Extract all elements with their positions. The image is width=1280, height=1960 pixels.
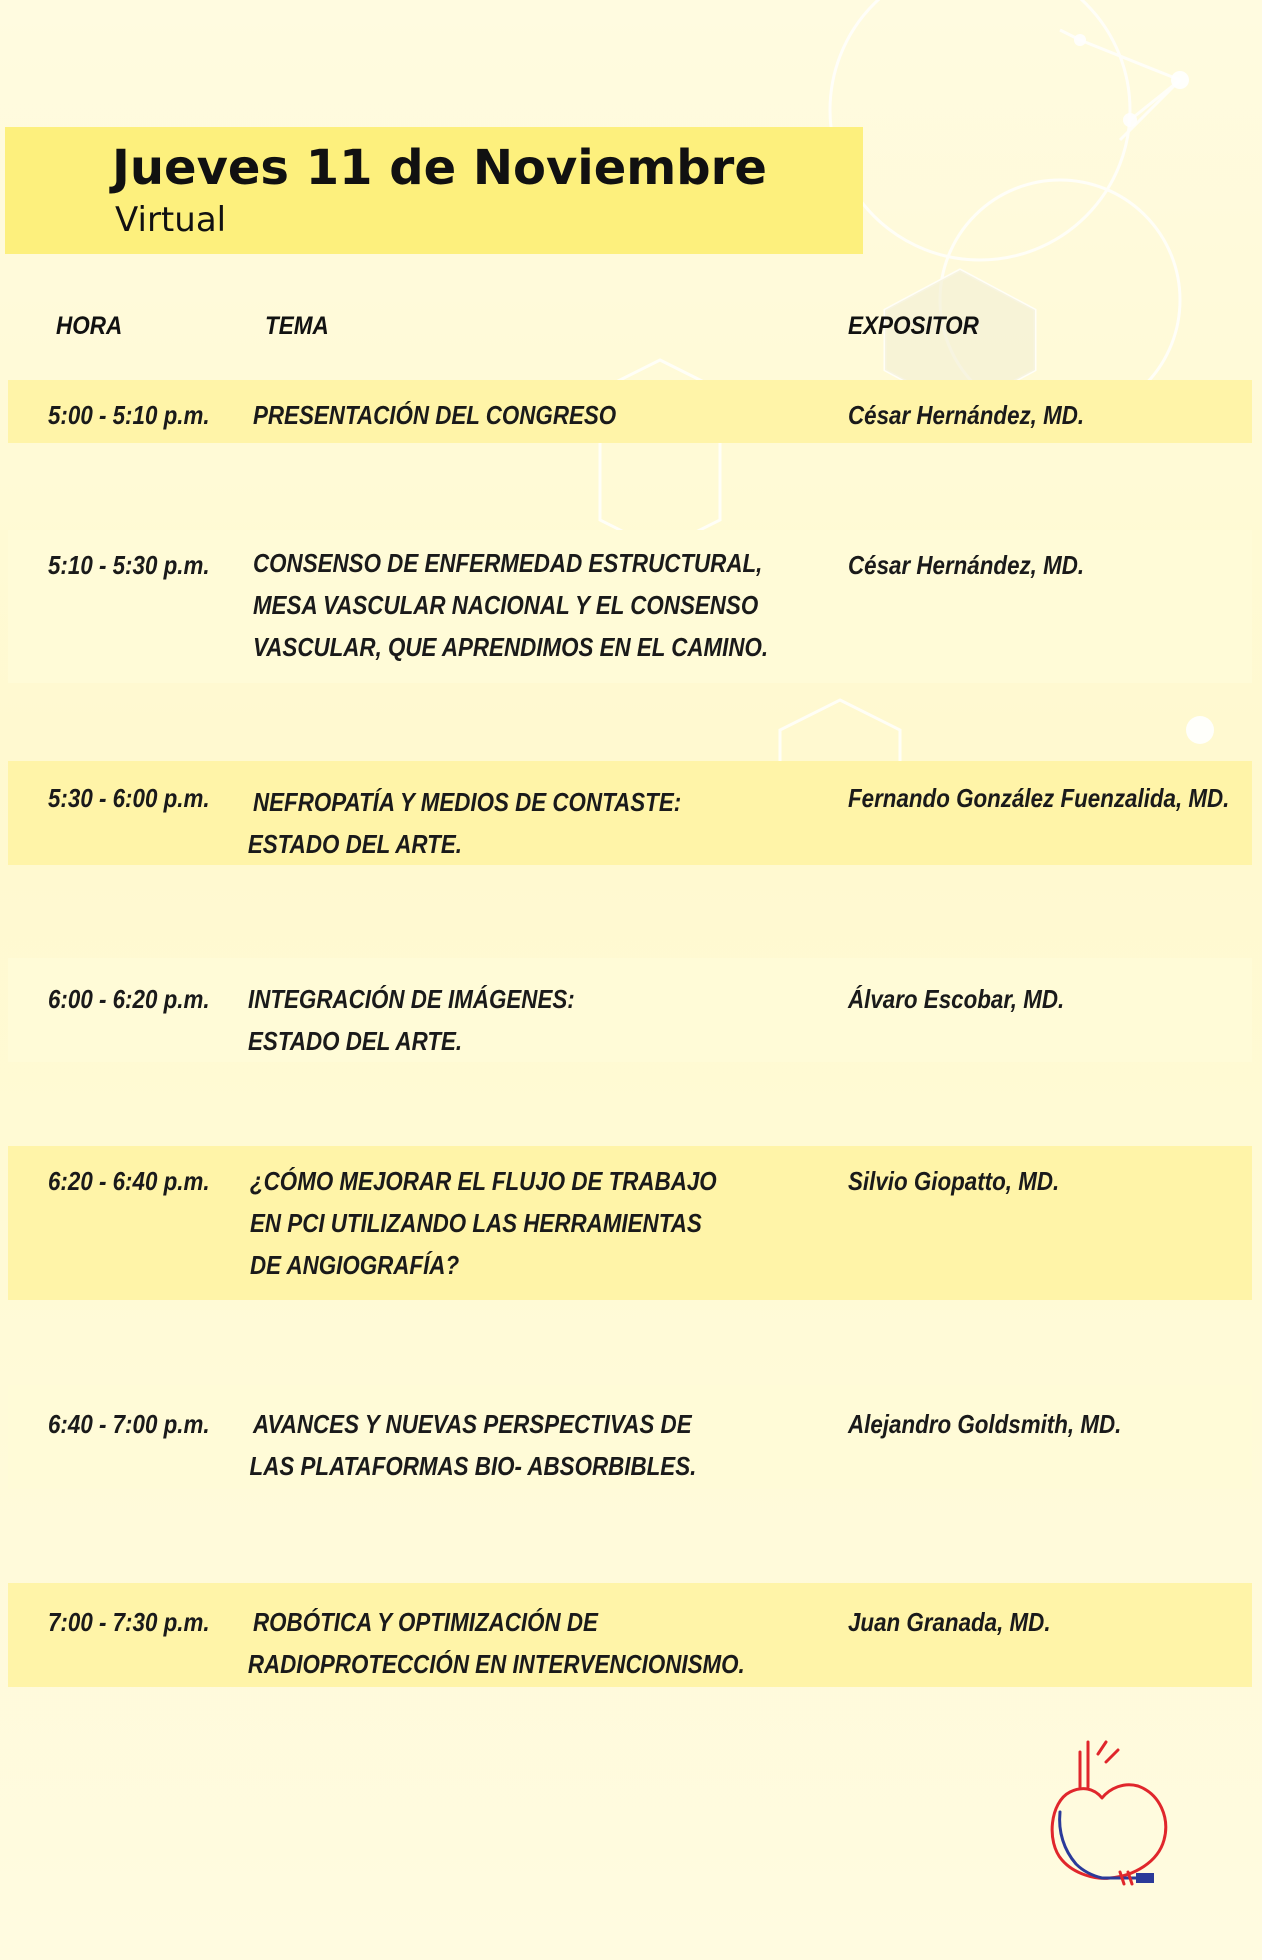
row-topic — [247, 1601, 745, 1685]
row-speaker: Álvaro Escobar, MD. — [848, 984, 1065, 1014]
schedule-row — [8, 761, 1252, 865]
row-topic-line: LAS PLATAFORMAS BIO- ABSORBIBLES. — [249, 1451, 697, 1481]
row-topic — [249, 1403, 697, 1487]
schedule-row — [8, 958, 1252, 1062]
row-topic-line: VASCULAR, QUE APRENDIMOS EN EL CAMINO. — [253, 632, 769, 662]
row-topic — [248, 978, 575, 1062]
heart-anatomy-logo-icon — [1040, 1732, 1180, 1892]
row-topic-line: DE ANGIOGRAFÍA? — [250, 1250, 460, 1280]
schedule-row — [8, 1385, 1252, 1489]
row-time: 5:30 - 6:00 p.m. — [48, 783, 210, 813]
row-topic — [247, 781, 682, 865]
column-header-topic: TEMA — [265, 312, 329, 340]
row-speaker: César Hernández, MD. — [848, 400, 1085, 430]
row-topic-line: EN PCI UTILIZANDO LAS HERRAMIENTAS — [250, 1208, 702, 1238]
page-subtitle: Virtual — [115, 200, 227, 240]
row-topic-line: ESTADO DEL ARTE. — [248, 1026, 463, 1056]
row-time: 5:00 - 5:10 p.m. — [48, 400, 210, 430]
row-topic-line: INTEGRACIÓN DE IMÁGENES: — [248, 984, 575, 1014]
column-header-speaker: EXPOSITOR — [848, 312, 979, 340]
row-speaker: Alejandro Goldsmith, MD. — [848, 1409, 1122, 1439]
row-topic-line: NEFROPATÍA Y MEDIOS DE CONTASTE: — [253, 787, 682, 817]
row-topic-line: ¿CÓMO MEJORAR EL FLUJO DE TRABAJO — [250, 1166, 717, 1196]
row-speaker: Silvio Giopatto, MD. — [848, 1166, 1060, 1196]
column-header-time: HORA — [56, 312, 123, 340]
row-speaker: Fernando González Fuenzalida, MD. — [848, 783, 1230, 813]
row-speaker: Juan Granada, MD. — [848, 1607, 1051, 1637]
schedule-row — [8, 1583, 1252, 1687]
schedule-row — [8, 1146, 1252, 1300]
row-speaker: César Hernández, MD. — [848, 550, 1085, 580]
row-topic-line: AVANCES Y NUEVAS PERSPECTIVAS DE — [253, 1409, 692, 1439]
row-topic-line: MESA VASCULAR NACIONAL Y EL CONSENSO — [253, 590, 759, 620]
right-edge-strip — [1262, 0, 1280, 1960]
row-topic-line: ROBÓTICA Y OPTIMIZACIÓN DE — [253, 1607, 598, 1637]
row-time: 6:20 - 6:40 p.m. — [48, 1166, 210, 1196]
schedule-row — [8, 530, 1252, 683]
row-time: 5:10 - 5:30 p.m. — [48, 550, 210, 580]
row-topic-line: CONSENSO DE ENFERMEDAD ESTRUCTURAL, — [253, 548, 763, 578]
row-time: 7:00 - 7:30 p.m. — [48, 1607, 210, 1637]
row-time: 6:00 - 6:20 p.m. — [48, 984, 210, 1014]
row-topic-line: ESTADO DEL ARTE. — [247, 829, 462, 859]
page-title: Jueves 11 de Noviembre — [112, 140, 767, 196]
row-topic — [250, 1160, 717, 1286]
schedule-row — [8, 380, 1252, 443]
row-topic — [253, 394, 616, 436]
row-time: 6:40 - 7:00 p.m. — [48, 1409, 210, 1439]
row-topic-line: PRESENTACIÓN DEL CONGRESO — [253, 400, 617, 430]
row-topic-line: RADIOPROTECCIÓN EN INTERVENCIONISMO. — [247, 1649, 745, 1679]
row-topic — [253, 542, 768, 668]
